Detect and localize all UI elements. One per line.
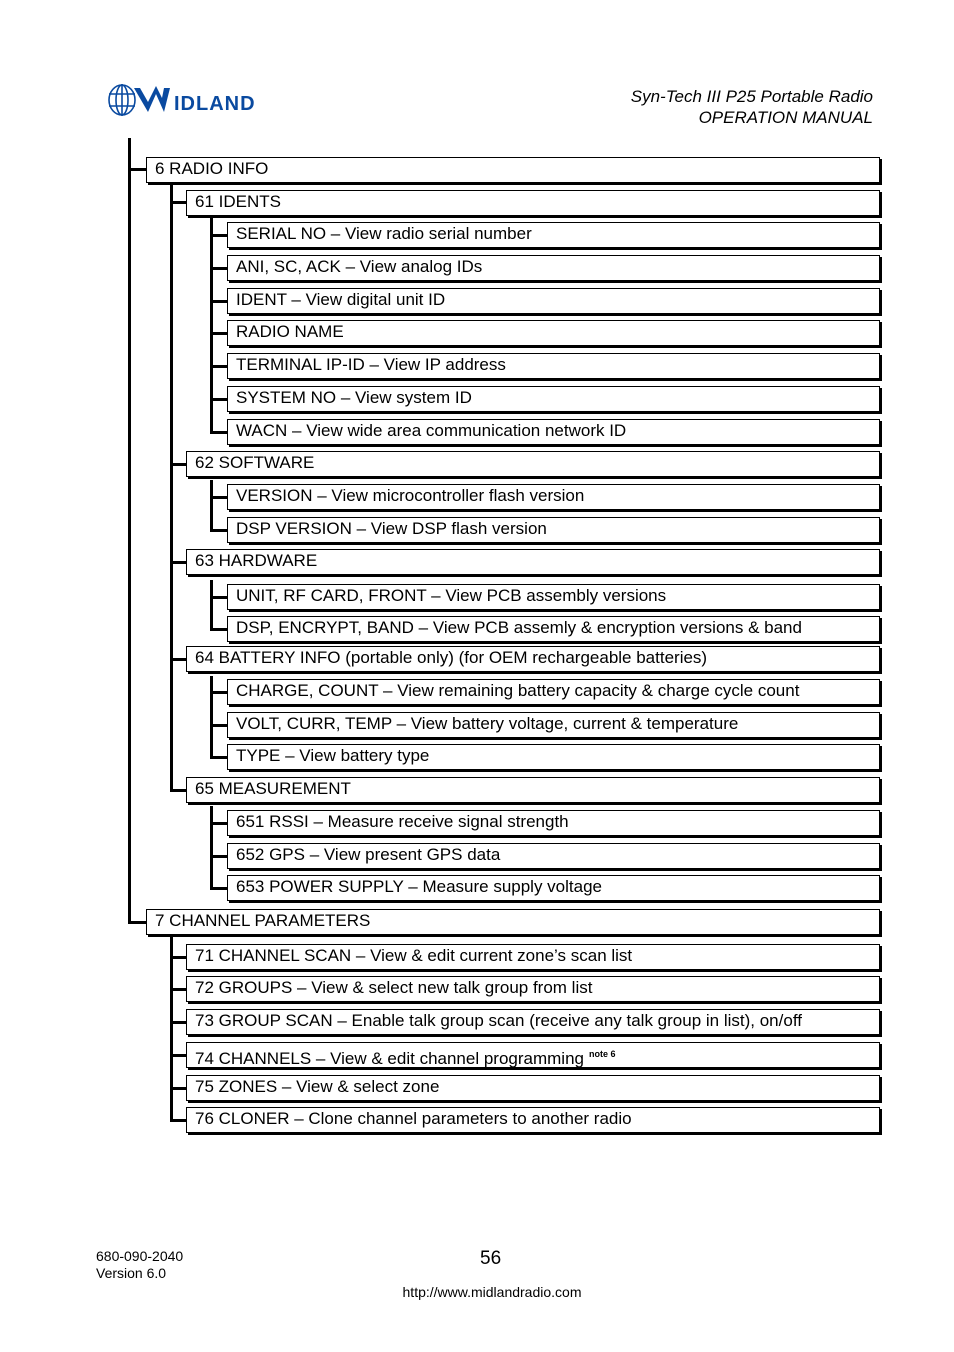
menu-item-dsp-version: DSP VERSION – View DSP flash version [227, 517, 880, 543]
svg-text:IDLAND: IDLAND [174, 93, 256, 115]
menu-item-channels [186, 1042, 880, 1068]
menu-item-battery-info: 64 BATTERY INFO (portable only) (for OEM rechargeable batteries) [186, 646, 880, 672]
menu-item-ani-sc-ack: ANI, SC, ACK – View analog IDs [227, 255, 880, 281]
connector [128, 168, 146, 171]
connector [210, 365, 227, 368]
menu-item-power-supply: 653 POWER SUPPLY – Measure supply voltage [227, 875, 880, 901]
connector [170, 988, 186, 991]
page-number: 56 [480, 1248, 502, 1269]
doc-number: 680-090-2040 [96, 1248, 184, 1264]
menu-item-channel-scan: 71 CHANNEL SCAN – View & edit current zone’s scan list [186, 944, 880, 970]
connector [170, 1119, 186, 1122]
menu-item-hardware: 63 HARDWARE [186, 549, 880, 575]
connector [170, 561, 186, 564]
connector [170, 1087, 186, 1090]
connector [210, 691, 227, 694]
connector [210, 234, 227, 237]
footer-doc-info [96, 1248, 183, 1282]
connector [210, 887, 227, 890]
menu-item-cloner: 76 CLONER – Clone channel parameters to another radio [186, 1107, 880, 1133]
channels-label: 74 CHANNELS – View & edit channel programming [195, 1049, 584, 1068]
menu-item-battery-type: TYPE – View battery type [227, 744, 880, 770]
connector [170, 463, 186, 466]
doc-version: Version 6.0 [96, 1265, 167, 1281]
menu-item-zones: 75 ZONES – View & select zone [186, 1075, 880, 1101]
connector [170, 1054, 186, 1057]
connector [210, 529, 227, 532]
menu-item-idents: 61 IDENTS [186, 190, 880, 216]
tree-line-level1 [128, 138, 131, 924]
connector [210, 398, 227, 401]
menu-item-gps: 652 GPS – View present GPS data [227, 843, 880, 869]
tree-line-channel-params [170, 935, 173, 1122]
menu-item-wacn: WACN – View wide area communication network ID [227, 419, 880, 445]
tree-line-radio-info [170, 183, 173, 792]
connector [210, 855, 227, 858]
menu-item-measurement: 65 MEASUREMENT [186, 777, 880, 803]
menu-item-ident: IDENT – View digital unit ID [227, 288, 880, 314]
menu-item-unit-rf-front: UNIT, RF CARD, FRONT – View PCB assembly versions [227, 584, 880, 610]
tree-line-software [210, 480, 213, 531]
menu-item-groups: 72 GROUPS – View & select new talk group from list [186, 976, 880, 1002]
tree-line-hardware [210, 580, 213, 630]
connector [210, 496, 227, 499]
connector [128, 921, 146, 924]
connector [170, 956, 186, 959]
manual-name: OPERATION MANUAL [698, 108, 873, 127]
connector [170, 789, 186, 792]
tree-line-battery [210, 676, 213, 759]
menu-item-system-no: SYSTEM NO – View system ID [227, 386, 880, 412]
connector [210, 431, 227, 434]
connector [210, 596, 227, 599]
connector [210, 724, 227, 727]
menu-item-rssi: 651 RSSI – Measure receive signal strength [227, 810, 880, 836]
footnote-reference: note 6 [589, 1049, 616, 1059]
menu-item-volt-curr-temp: VOLT, CURR, TEMP – View battery voltage, current & temperature [227, 712, 880, 738]
menu-item-dsp-encrypt-band: DSP, ENCRYPT, BAND – View PCB assemly & encryption versions & band [227, 616, 880, 642]
product-name: Syn-Tech III P25 Portable Radio [630, 87, 873, 106]
menu-item-software: 62 SOFTWARE [186, 451, 880, 477]
connector [170, 201, 186, 204]
connector [210, 628, 227, 631]
menu-item-serial-no: SERIAL NO – View radio serial number [227, 222, 880, 248]
menu-item-charge-count: CHARGE, COUNT – View remaining battery capacity & charge cycle count [227, 679, 880, 705]
connector [210, 332, 227, 335]
menu-item-radio-name: RADIO NAME [227, 320, 880, 346]
menu-item-terminal-ip-id: TERMINAL IP-ID – View IP address [227, 353, 880, 379]
connector [210, 822, 227, 825]
connector [170, 658, 186, 661]
menu-item-channel-parameters: 7 CHANNEL PARAMETERS [146, 909, 880, 935]
connector [210, 756, 227, 759]
connector [170, 1021, 186, 1024]
website-url[interactable]: http://www.midlandradio.com [402, 1284, 582, 1300]
connector [210, 300, 227, 303]
menu-item-radio-info: 6 RADIO INFO [146, 157, 880, 183]
menu-item-version: VERSION – View microcontroller flash version [227, 484, 880, 510]
connector [210, 267, 227, 270]
menu-item-group-scan: 73 GROUP SCAN – Enable talk group scan (receive any talk group in list), on/off [186, 1009, 880, 1035]
tree-line-measurement [210, 806, 213, 890]
